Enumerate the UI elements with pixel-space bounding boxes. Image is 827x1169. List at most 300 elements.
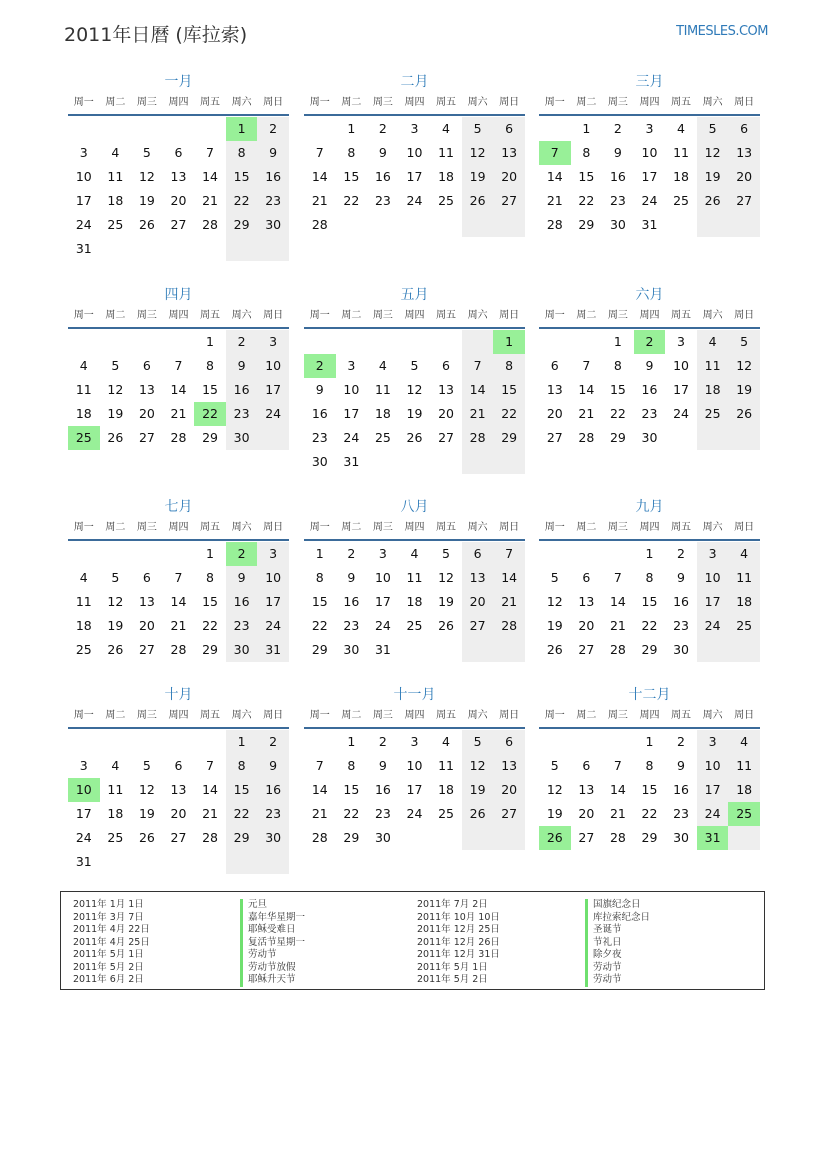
empty-cell <box>367 330 399 354</box>
day-grid <box>68 730 289 874</box>
day-cell: 27 <box>438 430 454 445</box>
day-cell: 27 <box>170 217 187 232</box>
day-cell: 11 <box>374 382 391 397</box>
day-cell: 6 <box>174 145 183 160</box>
holiday-name: 库拉索纪念日 <box>585 912 650 925</box>
day-cell: 30 <box>343 642 360 657</box>
day-cell: 14 <box>202 782 218 797</box>
day-cell: 1 <box>347 734 356 749</box>
day-cell: 12 <box>462 141 494 165</box>
day-cell: 18 <box>728 778 760 802</box>
empty-cell <box>131 330 163 354</box>
empty-cell <box>100 330 132 354</box>
empty-cell <box>571 730 603 754</box>
day-cell: 1 <box>645 734 654 749</box>
weekday-label: 周四 <box>404 97 425 108</box>
weekday-label: 周日 <box>499 710 520 721</box>
day-cell: 21 <box>462 402 494 426</box>
weekday-label: 周三 <box>136 522 157 533</box>
empty-cell <box>462 330 494 354</box>
day-cell: 14 <box>170 594 187 609</box>
holiday-date: 2011年 6月 2日 <box>73 974 144 985</box>
day-cell: 8 <box>347 145 356 160</box>
empty-cell <box>602 542 634 566</box>
day-grid <box>68 330 289 450</box>
weekday-label: 周二 <box>105 97 126 108</box>
holiday-date: 2011年 7月 2日 <box>417 899 488 910</box>
day-cell: 10 <box>697 754 729 778</box>
day-cell: 16 <box>311 406 328 421</box>
day-cell: 21 <box>546 193 563 208</box>
day-cell: 24 <box>697 614 729 638</box>
day-cell: 23 <box>609 193 626 208</box>
holiday-date: 2011年 5月 2日 <box>73 961 144 973</box>
day-cell: 21 <box>202 193 218 208</box>
day-cell: 13 <box>493 141 525 165</box>
month-block <box>304 685 525 850</box>
weekday-header <box>304 517 525 541</box>
empty-cell <box>100 542 132 566</box>
weekday-label: 周五 <box>436 522 457 533</box>
day-cell: 3 <box>410 121 419 136</box>
day-cell: 5 <box>111 570 120 585</box>
day-cell: 3 <box>79 758 88 773</box>
empty-cell <box>399 213 431 237</box>
day-cell: 25 <box>68 426 100 450</box>
day-cell: 3 <box>677 334 685 349</box>
day-cell: 26 <box>462 189 494 213</box>
day-cell: 14 <box>578 382 595 397</box>
day-cell: 15 <box>609 382 626 397</box>
day-cell: 27 <box>493 189 525 213</box>
day-cell: 7 <box>174 570 183 585</box>
day-cell: 28 <box>462 426 494 450</box>
day-cell: 6 <box>142 570 151 585</box>
day-cell: 14 <box>202 169 218 184</box>
day-cell: 8 <box>226 141 258 165</box>
day-cell: 8 <box>347 758 356 773</box>
day-cell: 11 <box>728 566 760 590</box>
weekday-label: 周五 <box>671 310 692 321</box>
weekday-label: 周日 <box>734 710 755 721</box>
empty-cell <box>539 117 571 141</box>
day-cell: 8 <box>315 570 324 585</box>
day-cell: 4 <box>697 330 729 354</box>
holiday-name: 除夕夜 <box>585 949 650 962</box>
day-grid <box>304 542 525 662</box>
day-cell: 31 <box>257 638 289 662</box>
empty-cell <box>462 213 494 237</box>
day-grid <box>68 542 289 662</box>
legend-right-dates <box>417 899 500 987</box>
day-cell: 3 <box>79 145 88 160</box>
day-cell: 31 <box>75 241 92 256</box>
weekday-label: 周日 <box>734 522 755 533</box>
day-cell: 9 <box>645 358 654 373</box>
empty-cell <box>131 542 163 566</box>
day-cell: 24 <box>641 193 658 208</box>
empty-cell <box>163 542 195 566</box>
day-cell: 11 <box>75 382 92 397</box>
weekday-label: 周二 <box>105 710 126 721</box>
month-block <box>68 72 289 261</box>
day-cell: 21 <box>170 618 187 633</box>
day-cell: 26 <box>728 402 760 426</box>
day-cell: 29 <box>641 830 658 845</box>
weekday-header <box>539 305 760 329</box>
day-cell: 6 <box>493 730 525 754</box>
day-cell: 17 <box>75 193 92 208</box>
day-cell: 16 <box>257 165 289 189</box>
day-cell: 21 <box>493 590 525 614</box>
day-cell: 2 <box>378 734 387 749</box>
day-cell: 17 <box>697 590 729 614</box>
empty-cell <box>399 330 431 354</box>
day-cell: 25 <box>728 614 760 638</box>
month-block <box>68 285 289 450</box>
day-cell: 28 <box>609 830 626 845</box>
holiday-name: 嘉年华星期一 <box>240 912 305 925</box>
day-cell: 30 <box>673 642 689 657</box>
day-cell: 12 <box>546 594 563 609</box>
weekday-label: 周一 <box>73 97 94 108</box>
day-cell: 16 <box>673 594 689 609</box>
day-cell: 4 <box>111 758 120 773</box>
day-cell: 22 <box>311 618 328 633</box>
day-cell: 9 <box>257 141 289 165</box>
day-cell: 29 <box>609 430 626 445</box>
empty-cell <box>462 450 494 474</box>
day-cell: 2 <box>613 121 622 136</box>
day-cell: 20 <box>138 618 155 633</box>
day-cell: 14 <box>311 169 328 184</box>
legend-right-names <box>585 899 650 987</box>
day-cell: 5 <box>442 546 450 561</box>
day-cell: 23 <box>673 618 689 633</box>
day-cell: 22 <box>641 806 658 821</box>
month-block <box>68 685 289 874</box>
day-cell: 27 <box>170 830 187 845</box>
weekday-label: 周日 <box>734 310 755 321</box>
day-cell: 10 <box>374 570 391 585</box>
day-cell: 10 <box>641 145 658 160</box>
weekday-label: 周五 <box>671 522 692 533</box>
day-cell: 11 <box>728 754 760 778</box>
weekday-label: 周六 <box>467 710 488 721</box>
day-cell: 20 <box>578 806 595 821</box>
weekday-label: 周日 <box>263 310 284 321</box>
holiday-name: 劳动节 <box>240 949 305 962</box>
empty-cell <box>399 638 431 662</box>
weekday-header <box>539 517 760 541</box>
weekday-label: 周五 <box>200 522 221 533</box>
day-cell: 10 <box>406 758 423 773</box>
empty-cell <box>539 542 571 566</box>
day-cell: 21 <box>311 806 328 821</box>
month-block <box>539 72 760 237</box>
day-cell: 10 <box>68 778 100 802</box>
site-brand[interactable]: TIMESLES.COM <box>676 24 768 39</box>
empty-cell <box>194 117 226 141</box>
day-grid <box>539 542 760 662</box>
weekday-header <box>68 705 289 729</box>
day-cell: 30 <box>226 426 258 450</box>
day-cell: 3 <box>378 546 387 561</box>
day-cell: 28 <box>202 217 218 232</box>
day-cell: 15 <box>578 169 595 184</box>
empty-cell <box>493 638 525 662</box>
day-cell: 29 <box>226 213 258 237</box>
day-cell: 5 <box>728 330 760 354</box>
day-cell: 3 <box>410 734 419 749</box>
day-cell: 10 <box>406 145 423 160</box>
day-cell: 26 <box>138 830 155 845</box>
day-cell: 31 <box>343 454 360 469</box>
empty-cell <box>462 826 494 850</box>
weekday-header <box>68 517 289 541</box>
day-cell: 19 <box>697 165 729 189</box>
day-cell: 27 <box>138 642 155 657</box>
day-cell: 2 <box>226 330 258 354</box>
day-cell: 1 <box>613 334 622 349</box>
day-cell: 22 <box>194 402 226 426</box>
day-cell: 23 <box>257 189 289 213</box>
weekday-label: 周一 <box>309 97 330 108</box>
weekday-label: 周五 <box>436 310 457 321</box>
day-cell: 20 <box>578 618 595 633</box>
day-cell: 25 <box>438 193 454 208</box>
day-cell: 4 <box>442 121 450 136</box>
empty-cell <box>100 237 132 261</box>
day-cell: 4 <box>728 542 760 566</box>
empty-cell <box>163 330 195 354</box>
day-cell: 21 <box>202 806 218 821</box>
weekday-label: 周六 <box>231 710 252 721</box>
day-cell: 2 <box>634 330 666 354</box>
day-cell: 27 <box>728 189 760 213</box>
weekday-label: 周三 <box>372 710 393 721</box>
weekday-label: 周三 <box>372 522 393 533</box>
weekday-label: 周一 <box>309 310 330 321</box>
day-cell: 19 <box>107 618 124 633</box>
day-cell: 16 <box>673 782 689 797</box>
day-cell: 27 <box>546 430 563 445</box>
empty-cell <box>493 826 525 850</box>
empty-cell <box>131 850 163 874</box>
day-cell: 28 <box>311 217 328 232</box>
weekday-label: 周二 <box>105 310 126 321</box>
day-cell: 20 <box>170 193 187 208</box>
day-cell: 26 <box>406 430 423 445</box>
day-cell: 5 <box>410 358 419 373</box>
weekday-header <box>68 305 289 329</box>
day-cell: 26 <box>697 189 729 213</box>
empty-cell <box>539 330 571 354</box>
day-cell: 1 <box>315 546 324 561</box>
day-cell: 31 <box>75 854 92 869</box>
day-cell: 7 <box>613 570 622 585</box>
weekday-header <box>68 92 289 116</box>
holiday-name: 节礼日 <box>585 937 650 950</box>
day-cell: 24 <box>406 806 423 821</box>
weekday-label: 周五 <box>436 710 457 721</box>
day-cell: 8 <box>206 570 214 585</box>
weekday-label: 周四 <box>168 97 189 108</box>
weekday-label: 周二 <box>341 97 362 108</box>
day-cell: 19 <box>546 806 563 821</box>
day-cell: 26 <box>546 642 563 657</box>
day-cell: 13 <box>462 566 494 590</box>
holiday-date: 2011年 3月 7日 <box>73 911 144 923</box>
weekday-label: 周六 <box>702 310 723 321</box>
day-cell: 7 <box>206 758 214 773</box>
empty-cell <box>462 638 494 662</box>
day-cell: 18 <box>438 169 454 184</box>
day-cell: 12 <box>462 754 494 778</box>
day-cell: 27 <box>138 430 155 445</box>
day-cell: 12 <box>438 570 454 585</box>
day-cell: 8 <box>645 758 654 773</box>
holiday-date: 2011年 10月 10日 <box>417 911 500 923</box>
weekday-label: 周四 <box>639 310 660 321</box>
day-cell: 29 <box>226 826 258 850</box>
day-cell: 29 <box>641 642 658 657</box>
weekday-label: 周六 <box>231 97 252 108</box>
day-cell: 28 <box>170 642 187 657</box>
day-grid <box>539 117 760 237</box>
holiday-name: 劳动节 <box>585 974 650 987</box>
empty-cell <box>602 730 634 754</box>
day-cell: 1 <box>226 117 258 141</box>
day-cell: 6 <box>462 542 494 566</box>
empty-cell <box>665 213 697 237</box>
day-cell: 23 <box>311 430 328 445</box>
empty-cell <box>336 330 368 354</box>
day-cell: 3 <box>697 542 729 566</box>
day-cell: 17 <box>257 378 289 402</box>
day-cell: 28 <box>609 642 626 657</box>
weekday-label: 周五 <box>671 97 692 108</box>
day-cell: 11 <box>107 782 124 797</box>
day-cell: 14 <box>462 378 494 402</box>
day-cell: 7 <box>493 542 525 566</box>
day-cell: 27 <box>493 802 525 826</box>
day-cell: 12 <box>107 594 124 609</box>
empty-cell <box>399 826 431 850</box>
day-cell: 23 <box>226 402 258 426</box>
day-cell: 16 <box>641 382 658 397</box>
empty-cell <box>493 213 525 237</box>
holiday-name: 耶稣受难日 <box>240 924 305 937</box>
day-cell: 2 <box>347 546 356 561</box>
day-cell: 11 <box>438 758 454 773</box>
month-block <box>539 285 760 450</box>
holiday-date: 2011年 4月 25日 <box>73 936 150 948</box>
day-cell: 22 <box>609 406 626 421</box>
day-cell: 9 <box>226 354 258 378</box>
empty-cell <box>131 237 163 261</box>
day-cell: 25 <box>697 402 729 426</box>
weekday-label: 周日 <box>263 97 284 108</box>
weekday-label: 周日 <box>499 310 520 321</box>
weekday-label: 周日 <box>734 97 755 108</box>
day-cell: 30 <box>673 830 689 845</box>
day-cell: 16 <box>609 169 626 184</box>
holiday-date: 2011年 1月 1日 <box>73 899 144 910</box>
day-cell: 4 <box>442 734 450 749</box>
day-cell: 13 <box>728 141 760 165</box>
day-cell: 22 <box>343 806 360 821</box>
day-cell: 13 <box>138 382 155 397</box>
day-cell: 6 <box>582 758 591 773</box>
weekday-label: 周一 <box>73 710 94 721</box>
holiday-name: 复活节星期一 <box>240 937 305 950</box>
day-cell: 8 <box>206 358 214 373</box>
weekday-label: 周四 <box>168 310 189 321</box>
empty-cell <box>697 426 729 450</box>
day-cell: 11 <box>406 570 423 585</box>
holiday-name: 劳动节 <box>585 962 650 975</box>
day-cell: 14 <box>493 566 525 590</box>
weekday-label: 周四 <box>168 522 189 533</box>
weekday-label: 周三 <box>136 310 157 321</box>
day-cell: 7 <box>206 145 214 160</box>
empty-cell <box>728 826 760 850</box>
day-cell: 26 <box>107 430 124 445</box>
holiday-legend <box>60 891 765 990</box>
weekday-label: 周日 <box>499 522 520 533</box>
day-cell: 18 <box>107 806 124 821</box>
day-cell: 11 <box>107 169 124 184</box>
day-cell: 19 <box>138 806 155 821</box>
day-cell: 19 <box>462 165 494 189</box>
day-cell: 20 <box>493 165 525 189</box>
day-cell: 2 <box>378 121 387 136</box>
weekday-label: 周六 <box>467 97 488 108</box>
weekday-label: 周三 <box>607 310 628 321</box>
day-cell: 1 <box>493 330 525 354</box>
day-cell: 25 <box>107 830 124 845</box>
month-name: 四月 <box>164 287 193 303</box>
empty-cell <box>304 330 336 354</box>
month-block <box>304 72 525 237</box>
day-cell: 19 <box>107 406 124 421</box>
day-cell: 18 <box>438 782 454 797</box>
day-cell: 23 <box>226 614 258 638</box>
empty-cell <box>304 117 336 141</box>
weekday-label: 周日 <box>263 522 284 533</box>
day-cell: 18 <box>673 169 689 184</box>
weekday-label: 周二 <box>576 310 597 321</box>
day-cell: 8 <box>493 354 525 378</box>
day-cell: 25 <box>374 430 391 445</box>
day-cell: 3 <box>645 121 654 136</box>
day-cell: 15 <box>343 169 360 184</box>
day-cell: 23 <box>257 802 289 826</box>
day-cell: 20 <box>728 165 760 189</box>
day-cell: 29 <box>493 426 525 450</box>
day-cell: 30 <box>257 826 289 850</box>
month-name: 十二月 <box>628 687 671 703</box>
weekday-label: 周日 <box>499 97 520 108</box>
day-cell: 26 <box>462 802 494 826</box>
day-cell: 6 <box>493 117 525 141</box>
day-cell: 7 <box>462 354 494 378</box>
month-name: 八月 <box>400 499 429 515</box>
month-name: 九月 <box>635 499 664 515</box>
day-cell: 24 <box>406 193 423 208</box>
holiday-date: 2011年 12月 26日 <box>417 936 500 948</box>
